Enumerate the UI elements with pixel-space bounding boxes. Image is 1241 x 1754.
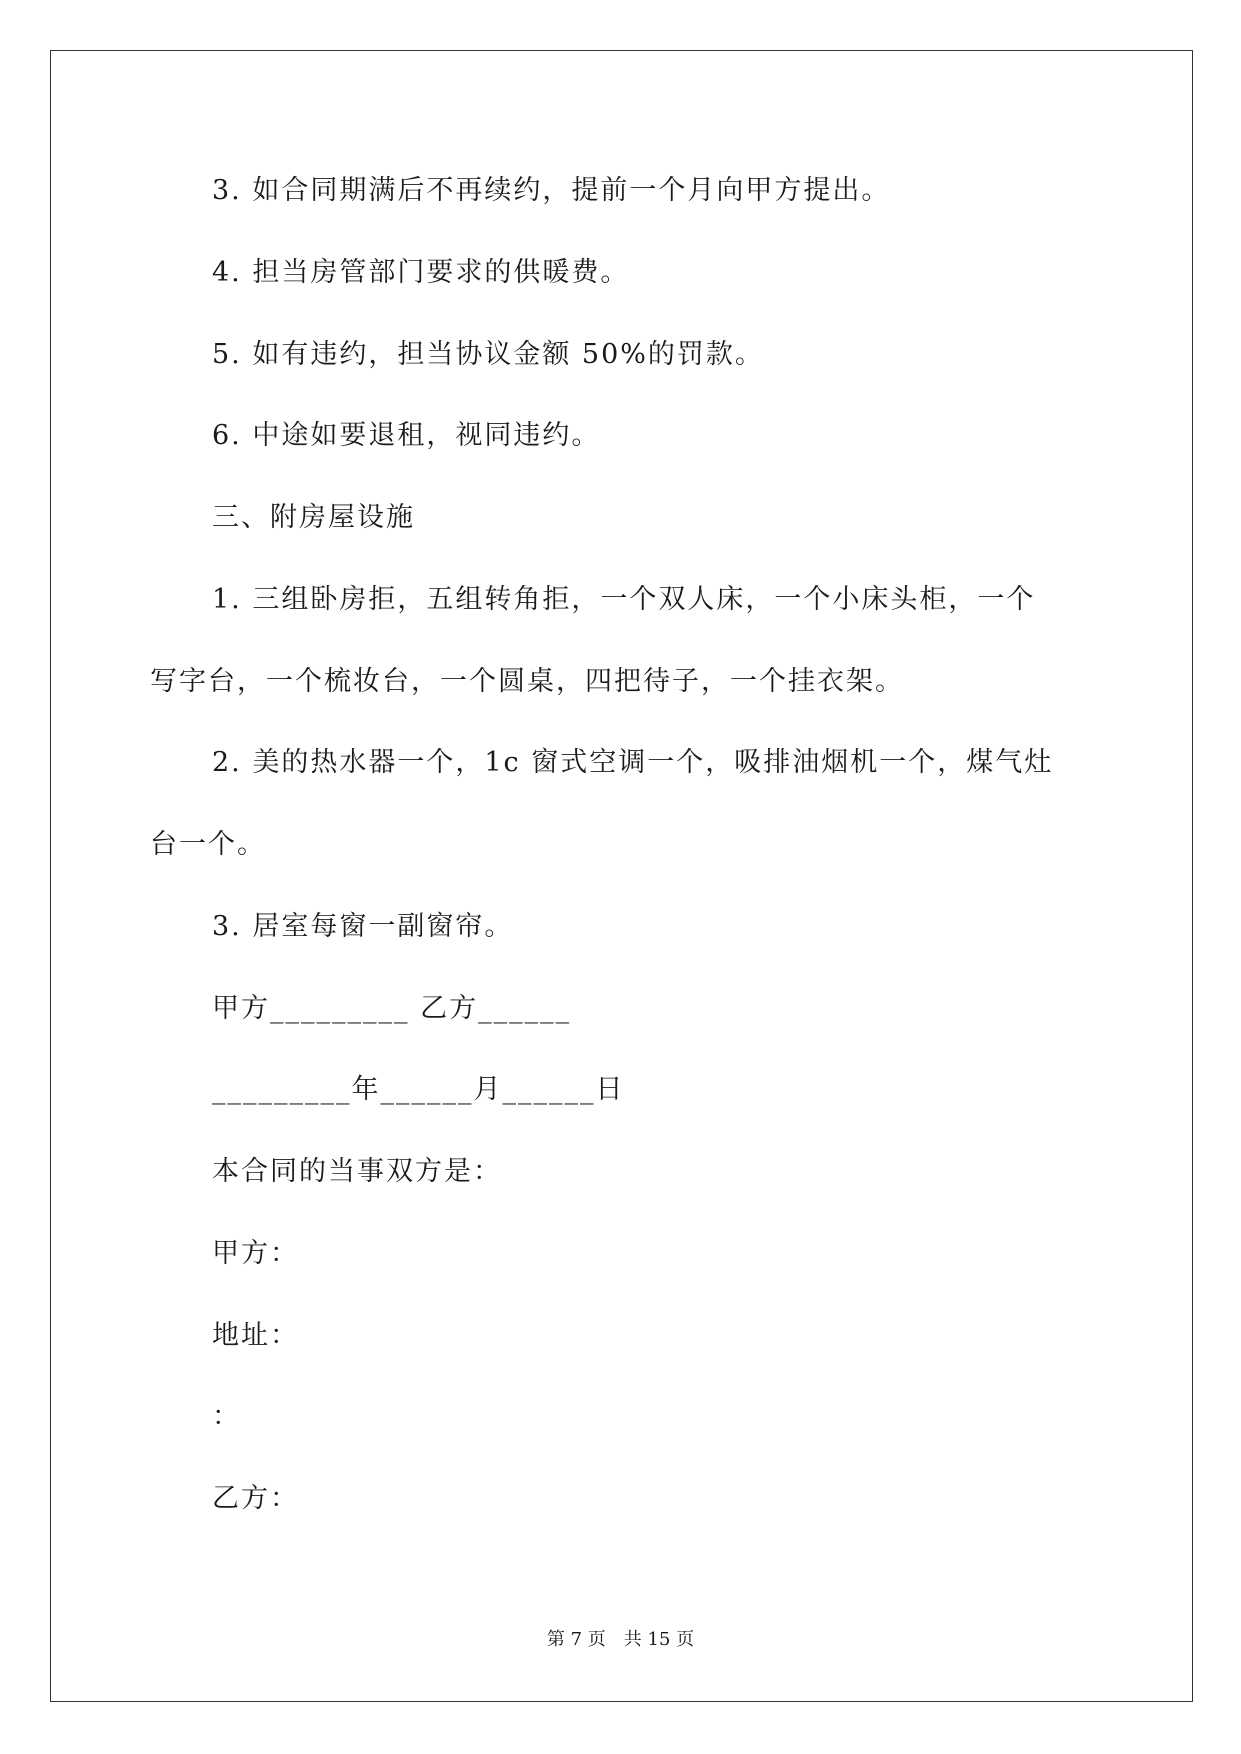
blank-colon-label: ： xyxy=(212,1401,241,1432)
signature-date-line: _________年______月______日 xyxy=(212,1074,625,1105)
clause-4-heating-fee: 4. 担当房管部门要求的供暖费。 xyxy=(212,257,630,288)
party-b-label: 乙方： xyxy=(212,1483,299,1514)
page-footer xyxy=(0,1628,1241,1652)
clause-6-early-termination: 6. 中途如要退租，视同违约。 xyxy=(212,420,601,451)
signature-party-line: 甲方_________ 乙方______ xyxy=(212,993,572,1024)
facilities-item-2-line-1: 2. 美的热水器一个，1c 窗式空调一个，吸排油烟机一个，煤气灶 xyxy=(212,747,1054,778)
contract-parties-intro: 本合同的当事双方是： xyxy=(212,1156,502,1187)
page-border xyxy=(50,50,1193,1702)
page-number-current: 第 7 页 xyxy=(546,1629,606,1650)
clause-3-renewal: 3. 如合同期满后不再续约，提前一个月向甲方提出。 xyxy=(212,175,891,206)
clause-5-penalty: 5. 如有违约，担当协议金额 50%的罚款。 xyxy=(212,339,764,370)
facilities-item-1-line-1: 1. 三组卧房拒，五组转角拒，一个双人床，一个小床头柜，一个 xyxy=(212,584,1036,615)
section-heading-facilities: 三、附房屋设施 xyxy=(212,502,415,533)
facilities-item-1-line-2: 写字台，一个梳妆台，一个圆桌，四把待子，一个挂衣架。 xyxy=(150,666,904,697)
page-number-total: 共 15 页 xyxy=(623,1629,695,1650)
facilities-item-3-curtains: 3. 居室每窗一副窗帘。 xyxy=(212,911,514,942)
address-label: 地址： xyxy=(212,1320,299,1351)
facilities-item-2-line-2: 台一个。 xyxy=(150,829,266,860)
party-a-label: 甲方： xyxy=(212,1238,299,1269)
